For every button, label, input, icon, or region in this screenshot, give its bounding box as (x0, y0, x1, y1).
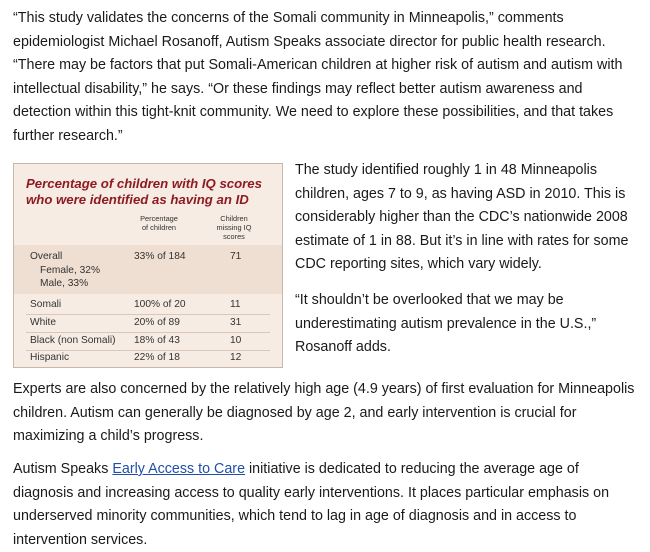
iq-scores-figure (13, 163, 283, 368)
row-divider (26, 314, 270, 315)
table-row-label: White (30, 317, 57, 328)
table-row-pct: 18% of 43 (134, 335, 180, 346)
quote-paragraph: “This study validates the concerns of the Somali community in Minneapolis,” comments epidemiologist Michael Rosanoff, Autism Speaks associate director for public health research. “There may be factors that put Somali-American children at higher risk of autism and autism with intellectual disability,” he says. “Or these findings may reflect better autism awareness and detection within this tight-knit community. We need to explore these possibilities, and that takes further research.” (13, 10, 623, 144)
table-row-pct: 22% of 18 (134, 352, 180, 363)
prevalence-paragraph: The study identified roughly 1 in 48 Minneapolis children, ages 7 to 9, as having ASD in 2010. This is considerably higher than the CDC’s nationwide 2008 estimate of 1 in 88. But it’s in line with rates for some CDC reporting sites, which vary widely. (295, 162, 629, 273)
table-row-missing: 31 (230, 317, 242, 328)
column-header-percentage: Percentage of children (140, 214, 178, 232)
p4-text-after: initiative is dedicated to reducing the average age of diagnosis and increasing access to quality early interventions. It places particular emphasis on underserved minority communities, which tend to lag in age of diagnosis and in access to intervention services. (13, 461, 610, 548)
overall-missing: 71 (230, 251, 242, 262)
p4-text-before: Autism Speaks (13, 461, 113, 477)
table-row-label: Black (non Somali) (30, 335, 116, 346)
evaluation-age-paragraph: Experts are also concerned by the relatively high age (4.9 years) of first evaluation for Minneapolis children. Autism can generally be diagnosed by age 2, and early intervention is crucial for maximizing a child’s progress. (13, 381, 635, 445)
row-divider (26, 332, 270, 333)
table-row-missing: 10 (230, 335, 242, 346)
figure-title: Percentage of children with IQ scores who were identified as having an ID (26, 176, 262, 207)
overall-female: Female, 32% (40, 265, 101, 276)
table-row-label: Hispanic (30, 352, 70, 363)
overall-label: Overall (30, 251, 63, 262)
table-row-missing: 12 (230, 352, 242, 363)
early-access-to-care-link[interactable]: Early Access to Care (112, 461, 246, 477)
rosanoff-quote-paragraph: “It shouldn’t be overlooked that we may be underestimating autism prevalence in the U.S.,” Rosanoff adds. (295, 292, 597, 356)
overall-male: Male, 33% (40, 278, 89, 289)
column-header-missing: Children missing IQ scores (216, 214, 252, 241)
row-divider (26, 350, 270, 351)
table-row-label: Somali (30, 299, 62, 310)
table-row-pct: 20% of 89 (134, 317, 180, 328)
early-access-paragraph (13, 458, 643, 552)
table-row-missing: 11 (230, 299, 241, 310)
table-row-pct: 100% of 20 (134, 299, 186, 310)
overall-pct: 33% of 184 (134, 251, 186, 262)
